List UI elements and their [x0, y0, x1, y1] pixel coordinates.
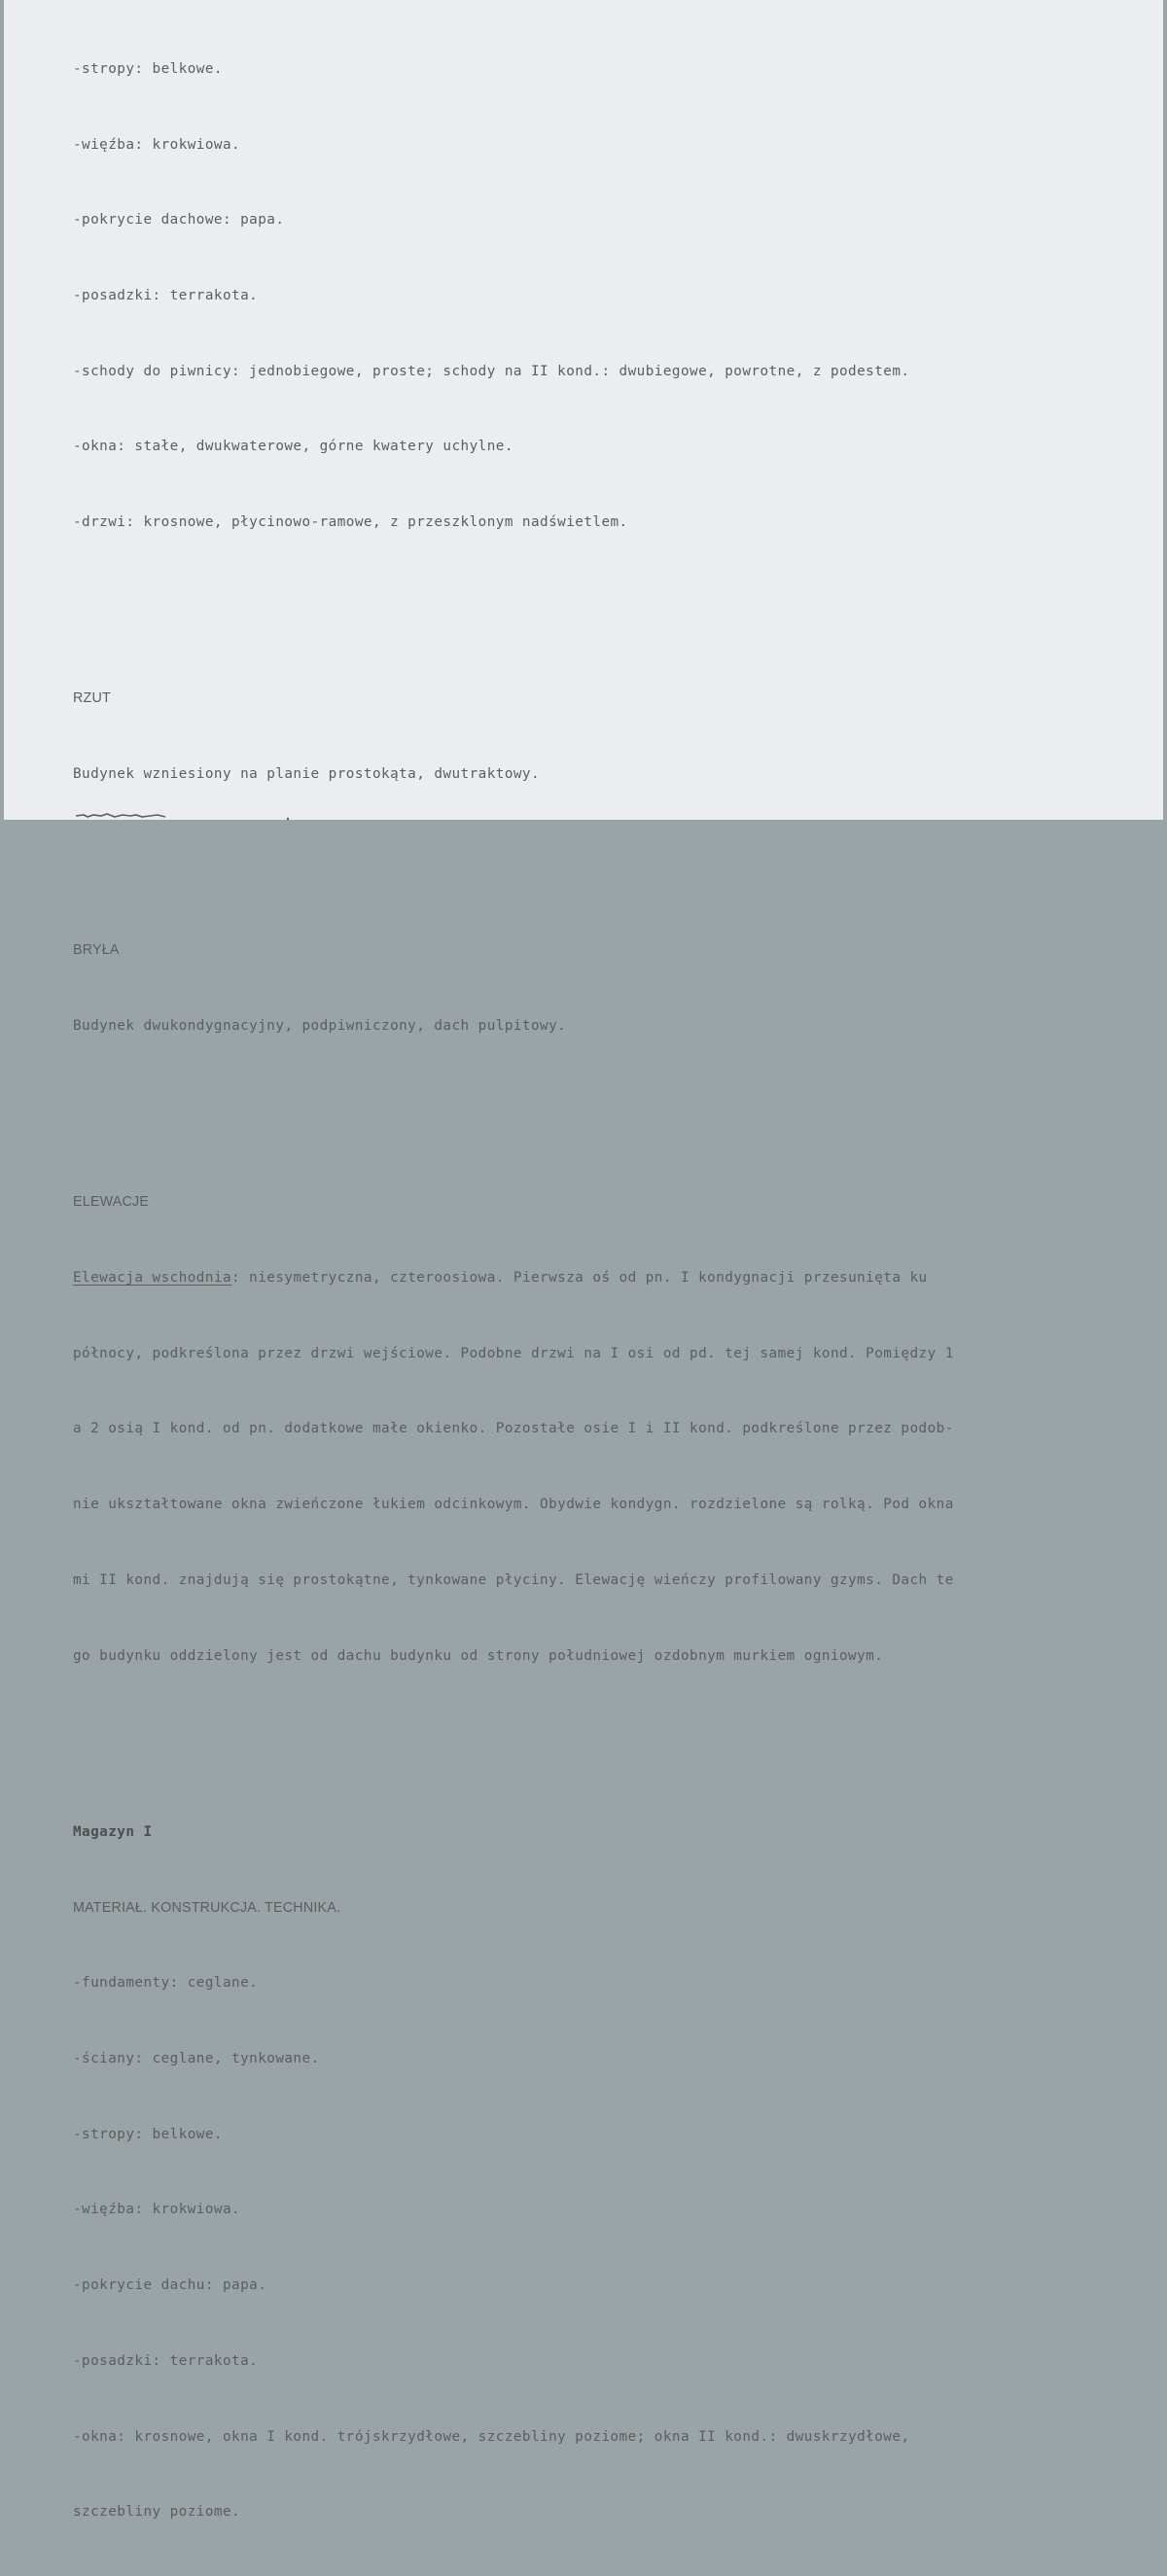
- text-line: a 2 osią I kond. od pn. dodatkowe małe okienko. Pozostałe osie I i II kond. podkreślone przez podob-: [73, 1421, 954, 1437]
- text-line: -więźba: krokwiowa.: [73, 2202, 241, 2218]
- text-line: mi II kond. znajdują się prostokątne, tynkowane płyciny. Elewację wieńczy profilowany gzyms. Dach te: [73, 1571, 954, 1588]
- section-heading-elewacje: ELEWACJE: [73, 1194, 150, 1211]
- section-title-magazyn: Magazyn I: [73, 1823, 153, 1840]
- text-line: -ściany: ceglane, tynkowane.: [73, 2051, 320, 2067]
- text-line: -okna: krosnowe, okna I kond. trójskrzydłowe, szczebliny poziome; okna II kond.: dwuskrzydłowe,: [73, 2428, 910, 2445]
- elevation-label: Elewacja wschodnia: [73, 1270, 232, 1287]
- elewacje-first-line: [73, 1266, 954, 1291]
- text-line: -fundamenty: ceglane.: [73, 1975, 259, 1992]
- text-line: nie ukształtowane okna zwieńczone łukiem odcinkowym. Obydwie kondygn. rozdzielone są rolką. Pod okna: [73, 1497, 954, 1513]
- text-line: -schody do piwnicy: jednobiegowe, proste; schody na II kond.: dwubiegowe, powrotne, z podestem.: [73, 363, 910, 379]
- cut-off-text-fragment: [74, 812, 307, 820]
- text-line: -pokrycie dachu: papa.: [73, 2277, 267, 2294]
- text-line: -okna: stałe, dwukwaterowe, górne kwatery uchylne.: [73, 439, 513, 455]
- bryla-text: Budynek dwukondygnacyjny, podpiwniczony, dach pulpitowy.: [73, 1018, 567, 1035]
- text-line: -posadzki: terrakota.: [73, 287, 259, 303]
- text-line: -drzwi: krosnowe, płycinowo-ramowe, z przeszklonym nadświetlem.: [73, 514, 628, 531]
- text-line: północy, podkreślona przez drzwi wejściowe. Podobne drzwi na I osi od pd. tej samej kond. Pomiędzy 1: [73, 1345, 954, 1361]
- text-line: -pokrycie dachowe: papa.: [73, 212, 285, 229]
- section-subheading-material: MATERIAŁ. KONSTRUKCJA. TECHNIKA.: [73, 1899, 341, 1916]
- text-line: -posadzki: terrakota.: [73, 2352, 259, 2369]
- text-line: -stropy: belkowe.: [73, 60, 223, 77]
- rzut-text: Budynek wzniesiony na planie prostokąta, dwutraktowy.: [73, 766, 541, 783]
- text-line: go budynku oddzielony jest od dachu budynku od strony południowej ozdobnym murkiem ogniowym.: [73, 1647, 884, 1664]
- section-heading-rzut: RZUT: [73, 690, 111, 707]
- document-text: [73, 7, 954, 2576]
- text-line: -stropy: belkowe.: [73, 2126, 223, 2142]
- elevation-first-line-rest: : niesymetryczna, czteroosiowa. Pierwsza oś od pn. I kondygnacji przesunięta ku: [231, 1270, 928, 1287]
- section-heading-bryla: BRYŁA: [73, 942, 120, 959]
- text-line: szczebliny poziome.: [73, 2504, 241, 2521]
- text-line: -więźba: krokwiowa.: [73, 136, 241, 153]
- document-page: [4, 0, 1163, 2521]
